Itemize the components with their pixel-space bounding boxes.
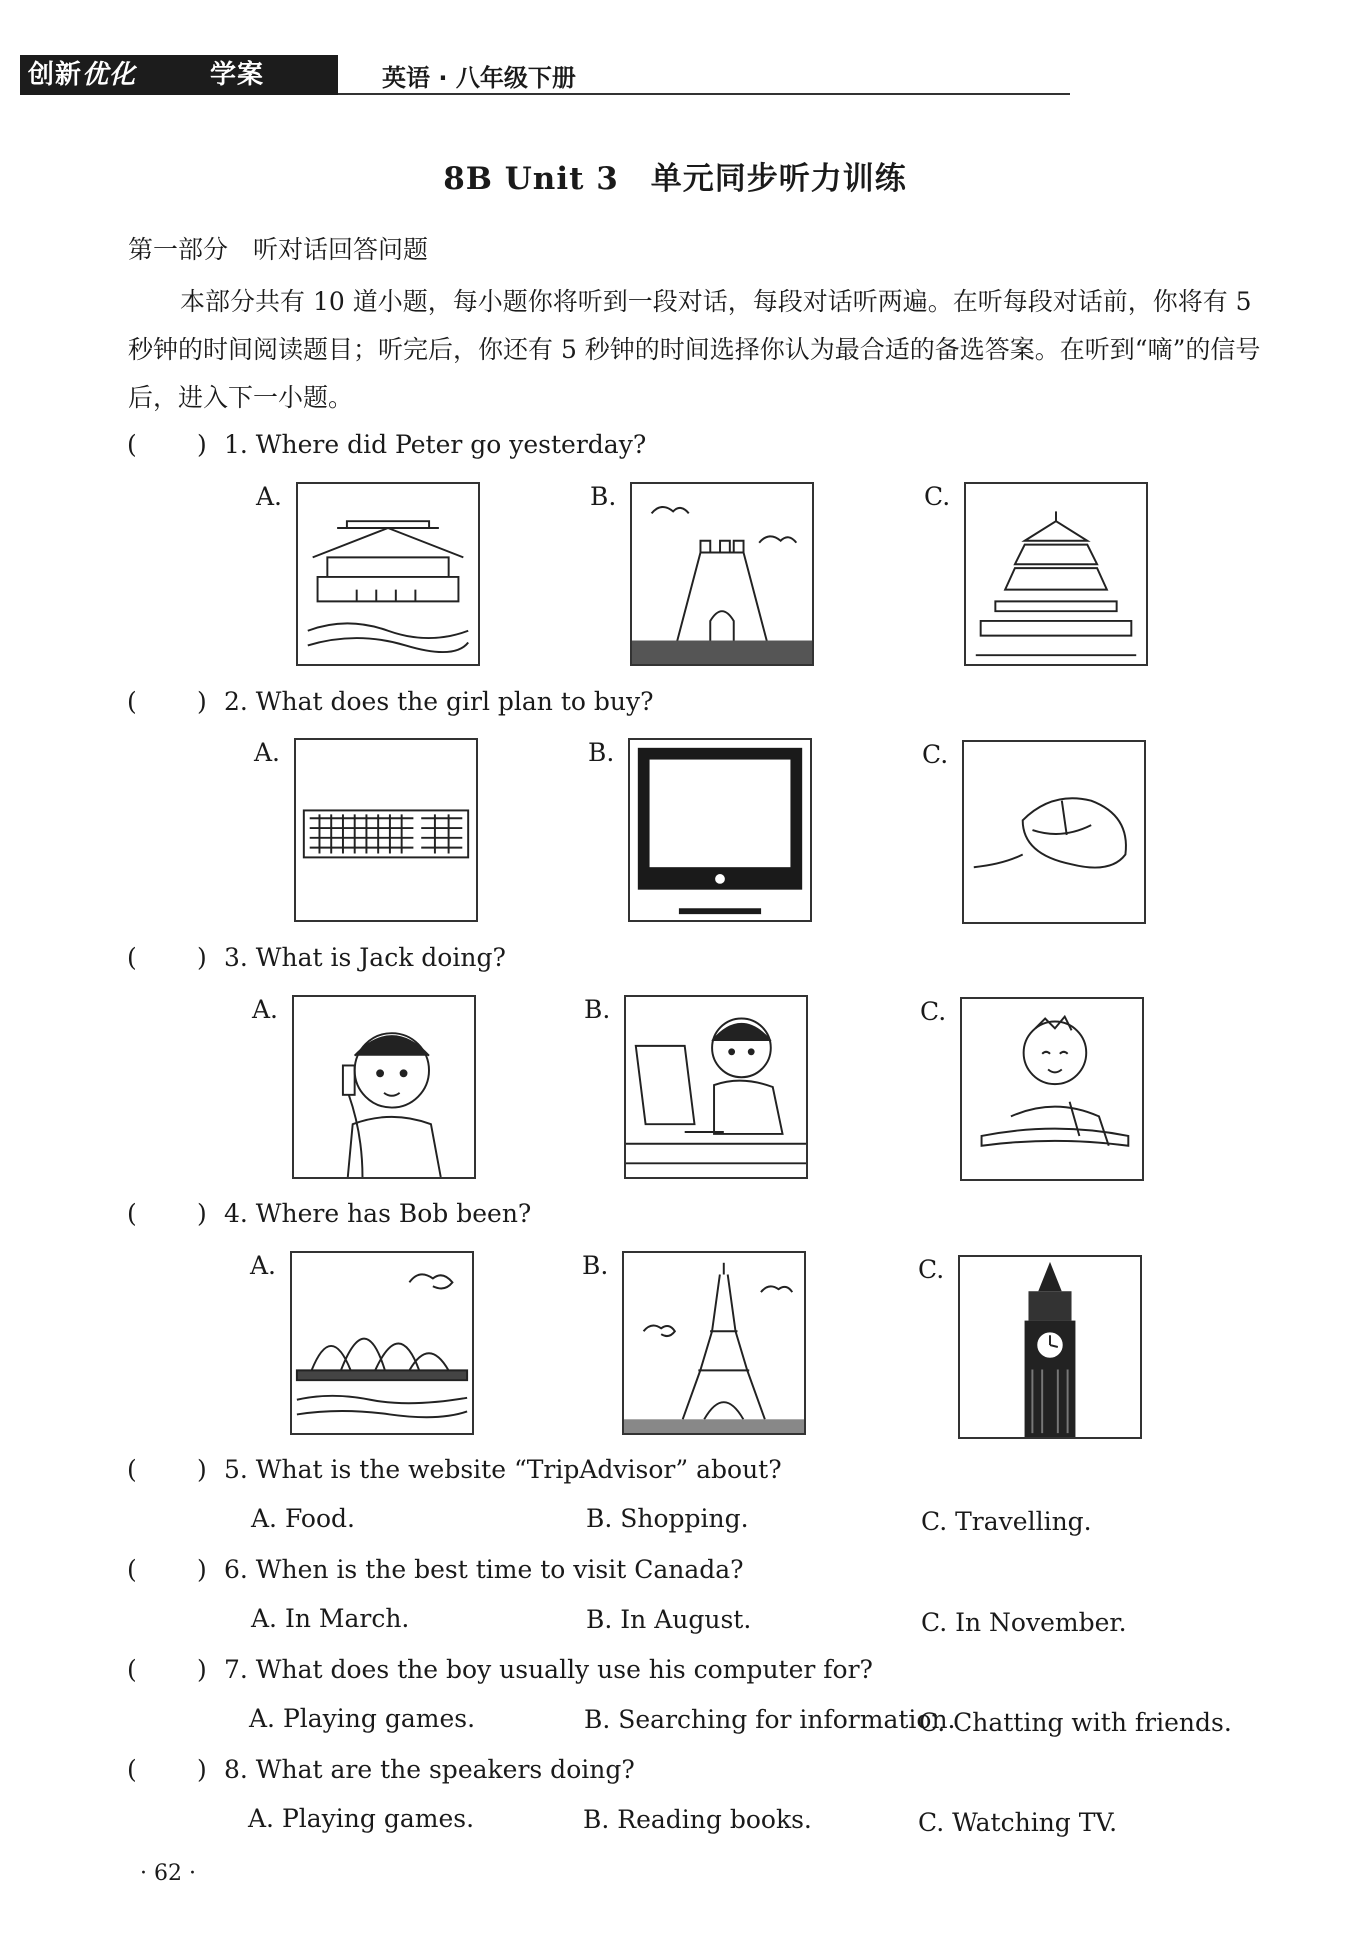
option-letter: A.	[250, 1251, 277, 1280]
boy-at-computer-icon	[624, 995, 808, 1179]
big-ben-icon	[958, 1255, 1142, 1439]
question-4	[0, 1199, 1350, 1235]
keyboard-icon	[294, 738, 478, 922]
header-divider	[338, 93, 1070, 95]
option-letter: B.	[590, 482, 617, 511]
option-7a[interactable]: A. Playing games.	[249, 1704, 476, 1733]
question-text: 6. When is the best time to visit Canada?	[224, 1555, 744, 1584]
option-letter: C.	[922, 740, 949, 769]
page-number: · 62 ·	[140, 1861, 196, 1886]
option-6b[interactable]: B. In August.	[586, 1605, 752, 1634]
answer-blank-close: )	[197, 1555, 207, 1584]
question-8	[0, 1755, 1350, 1791]
answer-blank-close: )	[197, 1755, 207, 1784]
option-5a[interactable]: A. Food.	[251, 1504, 355, 1533]
question-2	[0, 687, 1350, 723]
question-text: 4. Where has Bob been?	[224, 1199, 532, 1228]
answer-blank-close: )	[197, 687, 207, 716]
question-text: 5. What is the website “TripAdvisor” about?	[224, 1455, 782, 1484]
option-letter: A.	[254, 738, 281, 767]
option-letter: C.	[924, 482, 951, 511]
boy-on-phone-icon	[292, 995, 476, 1179]
answer-blank-close: )	[197, 1199, 207, 1228]
option-letter: B.	[588, 738, 615, 767]
option-letter: B.	[584, 995, 611, 1024]
mouse-icon	[962, 740, 1146, 924]
page-title: 8B Unit 3 单元同步听力训练	[443, 161, 907, 197]
brand-name: 创新优化	[28, 60, 137, 90]
answer-blank-open[interactable]: (	[127, 430, 137, 459]
option-6c[interactable]: C. In November.	[921, 1608, 1127, 1637]
question-7	[0, 1655, 1350, 1691]
answer-blank-close: )	[197, 430, 207, 459]
boy-writing-icon	[960, 997, 1144, 1181]
question-3	[0, 943, 1350, 979]
brand-suffix: 学案	[210, 60, 265, 90]
monitor-icon	[628, 738, 812, 922]
option-7c[interactable]: C. Chatting with friends.	[919, 1708, 1232, 1737]
subject-label: 英语 · 八年级下册	[382, 64, 576, 92]
option-8a[interactable]: A. Playing games.	[248, 1804, 475, 1833]
answer-blank-open[interactable]: (	[127, 1199, 137, 1228]
question-text: 7. What does the boy usually use his computer for?	[224, 1655, 873, 1684]
tiananmen-icon	[296, 482, 480, 666]
answer-blank-close: )	[197, 1655, 207, 1684]
question-1	[0, 430, 1350, 466]
section-title: 第一部分 听对话回答问题	[128, 235, 429, 264]
option-8b[interactable]: B. Reading books.	[583, 1805, 812, 1834]
option-8c[interactable]: C. Watching TV.	[918, 1808, 1118, 1837]
section-instructions: 本部分共有 10 道小题，每小题你将听到一段对话，每段对话听两遍。在听每段对话前，你将有 5 秒钟的时间阅读题目；听完后，你还有 5 秒钟的时间选择你认为最合适的备选答案。在听到“嘀”的信号后，进入下一小题。	[128, 287, 1261, 412]
sydney-opera-house-icon	[290, 1251, 474, 1435]
temple-of-heaven-icon	[964, 482, 1148, 666]
option-letter: C.	[920, 997, 947, 1026]
option-letter: A.	[252, 995, 279, 1024]
answer-blank-open[interactable]: (	[127, 943, 137, 972]
question-text: 1. Where did Peter go yesterday?	[224, 430, 647, 459]
option-letter: A.	[256, 482, 283, 511]
answer-blank-open[interactable]: (	[127, 687, 137, 716]
answer-blank-open[interactable]: (	[127, 1555, 137, 1584]
great-wall-icon	[630, 482, 814, 666]
question-text: 3. What is Jack doing?	[224, 943, 506, 972]
answer-blank-open[interactable]: (	[127, 1755, 137, 1784]
brand-bar	[20, 55, 338, 95]
question-6	[0, 1555, 1350, 1591]
answer-blank-open[interactable]: (	[127, 1655, 137, 1684]
option-7b[interactable]: B. Searching for information.	[584, 1705, 956, 1734]
answer-blank-close: )	[197, 943, 207, 972]
option-5c[interactable]: C. Travelling.	[921, 1507, 1092, 1536]
answer-blank-open[interactable]: (	[127, 1455, 137, 1484]
eiffel-tower-icon	[622, 1251, 806, 1435]
option-5b[interactable]: B. Shopping.	[586, 1504, 749, 1533]
option-letter: C.	[918, 1255, 945, 1284]
question-text: 2. What does the girl plan to buy?	[224, 687, 654, 716]
question-text: 8. What are the speakers doing?	[224, 1755, 635, 1784]
option-letter: B.	[582, 1251, 609, 1280]
question-5	[0, 1455, 1350, 1491]
answer-blank-close: )	[197, 1455, 207, 1484]
option-6a[interactable]: A. In March.	[251, 1604, 410, 1633]
